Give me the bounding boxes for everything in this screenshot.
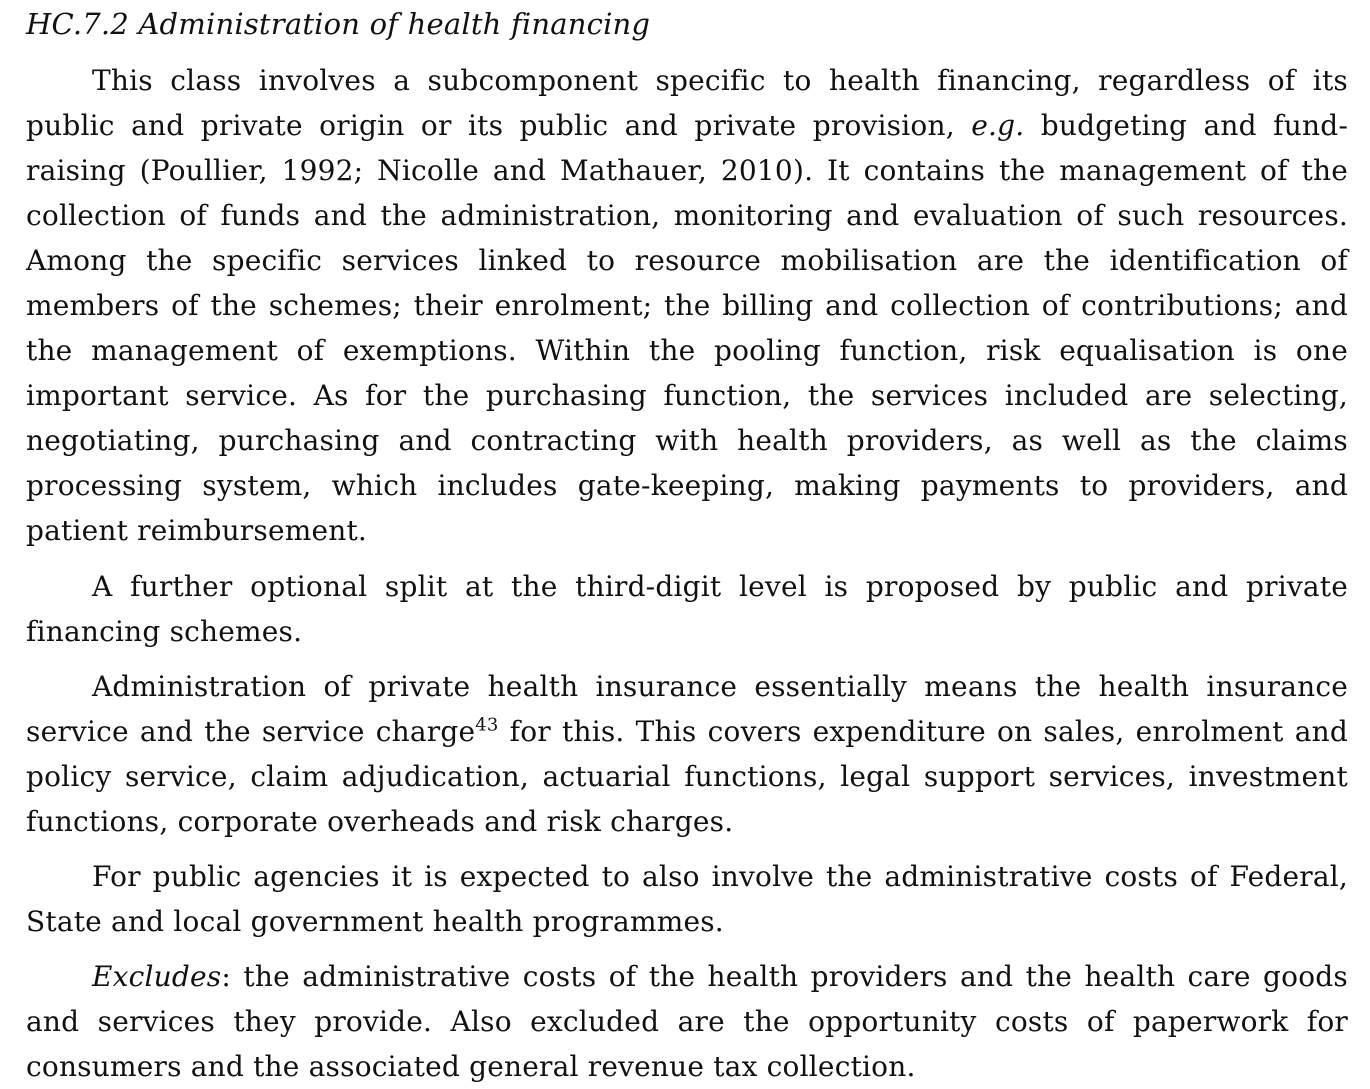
paragraph-text: for this. This covers expenditure on sales, enrolment and policy service, claim adjudication, actuarial functions, legal support services, investment functions, corporate overheads and risk charges. xyxy=(26,715,1348,838)
footnote-reference[interactable]: 43 xyxy=(475,714,499,736)
excludes-label: Excludes xyxy=(92,960,222,993)
paragraph-public-agencies: For public agencies it is expected to also involve the administrative costs of Federal, State and local government health programmes. xyxy=(26,860,1348,938)
paragraph-text: Administration of private health insurance essentially means the health insurance service and the service charge xyxy=(26,670,1348,748)
document-page xyxy=(26,0,1348,1089)
paragraph-optional-split: A further optional split at the third-digit level is proposed by public and private financing schemes. xyxy=(26,570,1348,648)
italic-abbreviation: e.g. xyxy=(971,109,1025,142)
paragraph-private-insurance xyxy=(26,664,1348,844)
paragraph-health-financing-services xyxy=(26,58,1348,553)
paragraph-text: This class involves a subcomponent specific to health financing, regardless of its public and private origin or its public and private provision, xyxy=(26,64,1348,142)
paragraph-text: : the administrative costs of the health providers and the health care goods and services they provide. Also excluded are the opportunity costs of paperwork for consumers and the associated general revenue tax collection. xyxy=(26,960,1348,1083)
paragraph-text: budgeting and fund-raising (Poullier, 1992; Nicolle and Mathauer, 2010). It contains the management of the collection of funds and the administration, monitoring and evaluation of such resources. Among the specific services linked to resource mobilisation are the identification of members of the schemes; their enrolment; the billing and collection of contributions; and the management of exemptions. Within the pooling function, risk equalisation is one important service. As for the purchasing function, the services included are selecting, negotiating, purchasing and contracting with health providers, as well as the claims processing system, which includes gate-keeping, making payments to providers, and patient reimbursement. xyxy=(26,109,1348,547)
paragraph-excludes xyxy=(26,954,1348,1089)
section-heading: HC.7.2 Administration of health financing xyxy=(26,7,651,41)
